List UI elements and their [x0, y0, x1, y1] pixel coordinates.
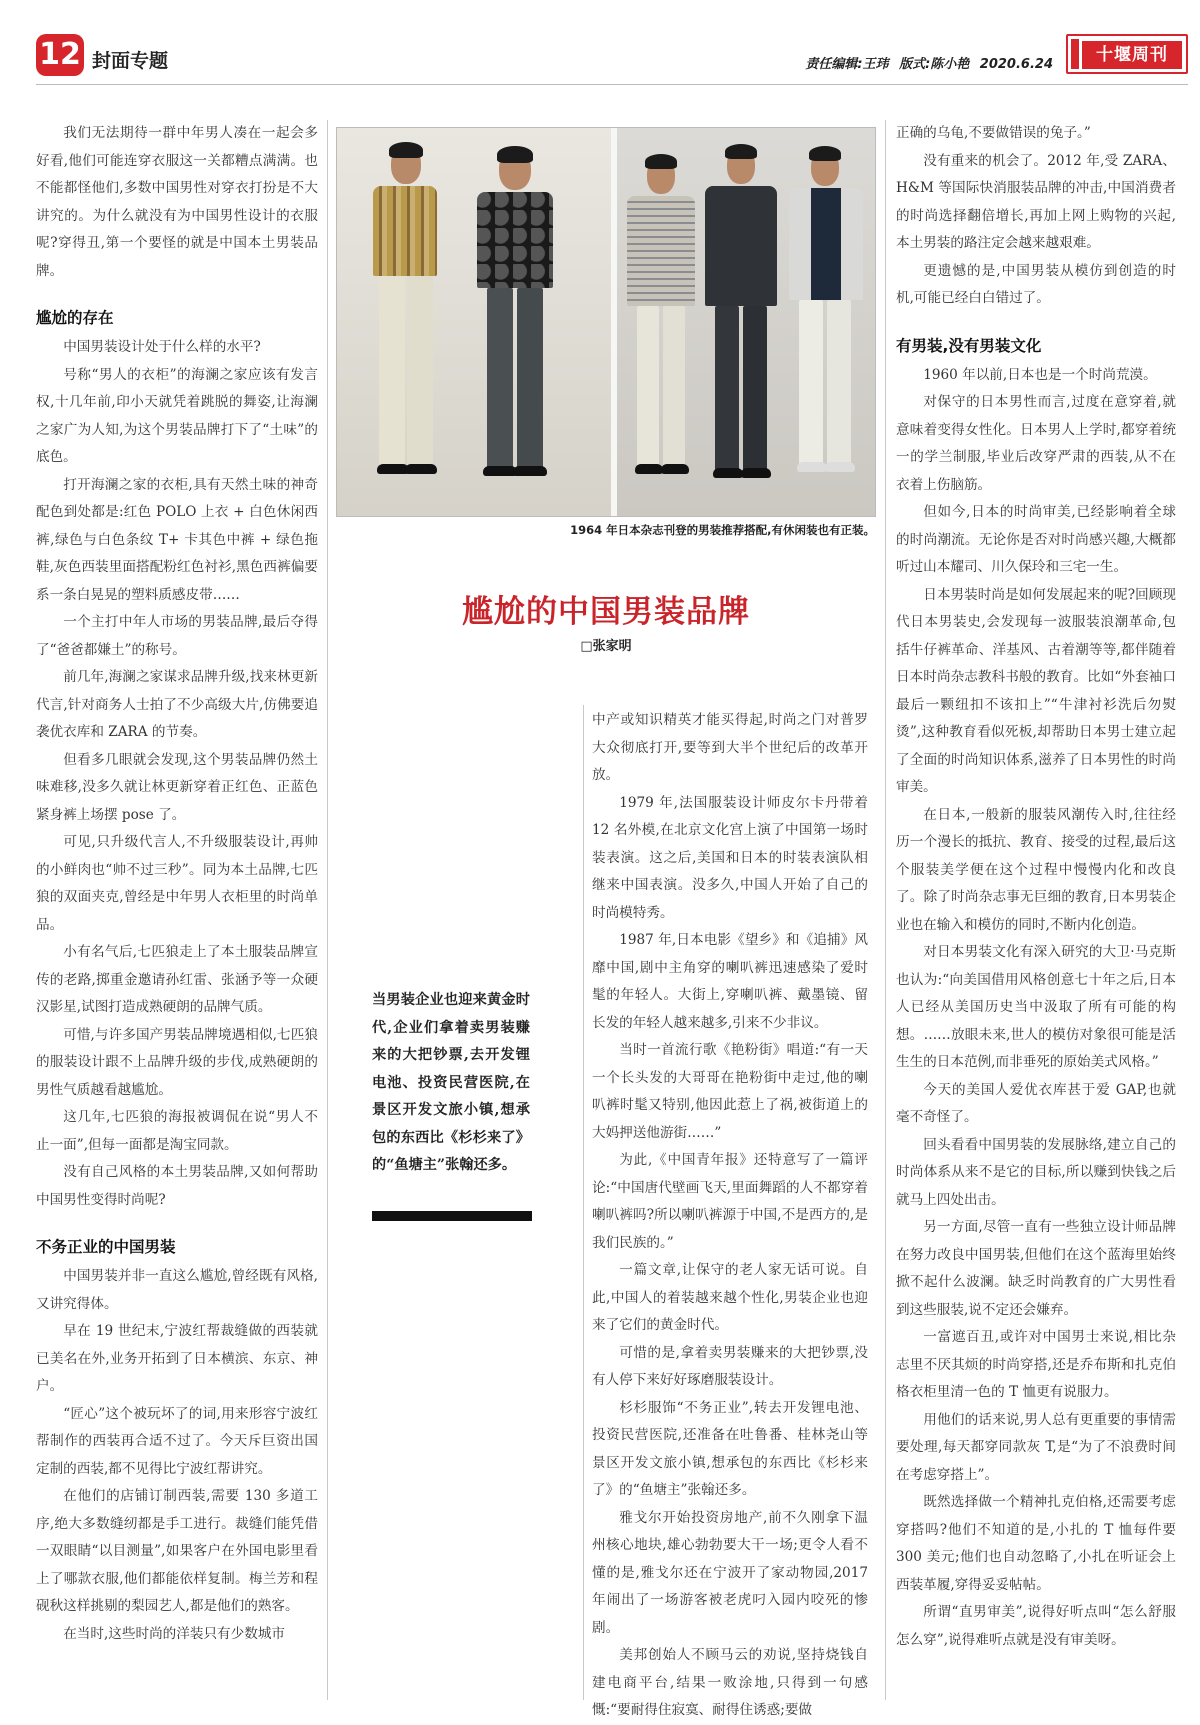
column-divider [583, 705, 584, 1700]
paragraph: 对保守的日本男性而言,过度在意穿着,就意味着变得女性化。日本男人上学时,都穿着统一的学兰制服,毕业后改穿严肃的西装,从不在衣着上伤脑筋。 [896, 394, 1176, 493]
paragraph: 雅戈尔开始投资房地产,前不久刚拿下温州核心地块,雄心勃勃要大干一场;更令人看不懂的是,雅戈尔还在宁波开了家动物园,2017 年闹出了一场游客被老虎叼入园内咬死的惨剧。 [592, 1509, 868, 1636]
paragraph: 一个主打中年人市场的男装品牌,最后夺得了“爸爸都嫌土”的称号。 [36, 614, 318, 658]
paragraph: 用他们的话来说,男人总有更重要的事情需要处理,每天都穿同款灰 T,是“为了不浪费时间在考虑穿搭上”。 [896, 1411, 1176, 1483]
paragraph: 当时一首流行歌《艳粉街》唱道:“有一天一个长头发的大哥哥在艳粉街中走过,他的喇叭裤时髦又特别,他因此惹上了祸,被街道上的大妈押送他游街……” [592, 1042, 868, 1141]
subheading: 有男装,没有男装文化 [896, 336, 1042, 355]
paragraph: 回头看看中国男装的发展脉络,建立自己的时尚体系从来不是它的目标,所以赚到快钱之后就马上四处出击。 [896, 1136, 1176, 1208]
paragraph: 一篇文章,让保守的老人家无话可说。自此,中国人的着装越来越个性化,男装企业也迎来了它们的黄金时代。 [592, 1262, 868, 1333]
article-title: 尴尬的中国男装品牌 [462, 594, 750, 630]
paragraph: 没有重来的机会了。2012 年,受 ZARA、H&M 等国际快消服装品牌的冲击,中国消费者的时尚选择翻倍增长,再加上网上购物的兴起,本土男装的路注定会越来越艰难。 [896, 152, 1176, 251]
subheading: 不务正业的中国男装 [36, 1238, 176, 1256]
paragraph: 既然选择做一个精神扎克伯格,还需要考虑穿搭吗?他们不知道的是,小扎的 T 恤每件要 300 美元;他们也自动忽略了,小扎在听证会上西装革履,穿得妥妥帖帖。 [896, 1494, 1176, 1593]
column-3 [592, 707, 868, 1725]
section-title: 封面专题 [92, 50, 169, 72]
paragraph: 但看多几眼就会发现,这个男装品牌仍然土味难移,没多久就让林更新穿着正红色、正蓝色紧身裤上场摆 pose 了。 [36, 751, 318, 823]
paragraph: 1979 年,法国服装设计师皮尔卡丹带着 12 名外模,在北京文化宫上演了中国第一场时装表演。这之后,美国和日本的时装表演队相继来中国表演。没多久,中国人开始了自己的时尚模特秀。 [592, 794, 868, 921]
paragraph: 可见,只升级代言人,不升级服装设计,再帅的小鲜肉也“帅不过三秒”。同为本土品牌,七匹狼的双面夹克,曾经是中年男人衣柜里的时尚单品。 [36, 834, 318, 933]
paragraph: 1960 年以前,日本也是一个时尚荒漠。 [923, 366, 1157, 383]
model-figure [695, 128, 785, 517]
paragraph: 打开海澜之家的衣柜,具有天然土味的神奇配色到处都是:红色 POLO 上衣 + 白色休闲西裤,绿色与白色条纹 T+ 卡其色中裤 + 绿色拖鞋,灰色西装里面搭配粉红色衬衫,黑色西裤偏要系一条白晃晃的塑料质感皮带…… [36, 476, 318, 603]
column-4 [896, 120, 1176, 1654]
paragraph: 可惜,与许多国产男装品牌境遇相似,七匹狼的服装设计跟不上品牌升级的步伐,成熟硬朗的男性气质越看越尴尬。 [36, 1026, 318, 1098]
paragraph: 1987 年,日本电影《望乡》和《追捕》风靡中国,剧中主角穿的喇叭裤迅速感染了爱时髦的年轻人。大街上,穿喇叭裤、戴墨镜、留长发的年轻人越来越多,引来不少非议。 [592, 932, 868, 1031]
paragraph: 我们无法期待一群中年男人凑在一起会多好看,他们可能连穿衣服这一关都糟点满满。也不能都怪他们,多数中国男性对穿衣打扮是不大讲究的。为什么就没有为中国男性设计的衣服呢?穿得丑,第一个要怪的就是中国本土男装品牌。 [36, 125, 318, 279]
paragraph: 小有名气后,七匹狼走上了本土服装品牌宣传的老路,掷重金邀请孙红雷、张涵予等一众硬汉影星,试图打造成熟硬朗的品牌气质。 [36, 944, 318, 1015]
paragraph: 中国男装设计处于什么样的水平? [63, 339, 261, 355]
paragraph: 为此,《中国青年报》还特意写了一篇评论:“中国唐代壁画飞天,里面舞蹈的人不都穿着喇叭裤吗?所以喇叭裤源于中国,不是西方的,是我们民族的。” [592, 1152, 868, 1251]
paragraph: 对日本男装文化有深入研究的大卫·马克斯也认为:“向美国借用风格创意七十年之后,日本人已经从美国历史当中汲取了所有可能的构想。……放眼未来,世人的模仿对象很可能是活生生的日本范例,而非垂死的原始美式风格。” [896, 944, 1176, 1070]
model-figure [355, 128, 465, 517]
masthead-meta [799, 53, 1053, 72]
paragraph: 美邦创始人不顾马云的劝说,坚持烧钱自建电商平台,结果一败涂地,只得到一句感慨:“要耐得住寂寞、耐得住诱惑;要做 [592, 1647, 868, 1718]
brand-logo [1066, 34, 1188, 74]
paragraph: 正确的乌龟,不要做错误的兔子。” [896, 125, 1091, 141]
brand-name: 十堰周刊 [1082, 41, 1182, 69]
paragraph: 今天的美国人爱优衣库甚于爱 GAP,也就毫不奇怪了。 [896, 1081, 1176, 1125]
header-rule [36, 84, 1188, 85]
brand-accent [1071, 39, 1079, 69]
model-figure [617, 128, 707, 517]
paragraph: 一富遮百丑,或许对中国男士来说,相比杂志里不厌其烦的时尚穿搭,还是乔布斯和扎克伯格衣柜里清一色的 T 恤更有说服力。 [896, 1329, 1176, 1400]
paragraph: 这几年,七匹狼的海报被调侃在说“男人不止一面”,但每一面都是淘宝同款。 [36, 1109, 318, 1153]
photo-left-panel [337, 128, 611, 516]
pull-quote: 当男装企业也迎来黄金时代,企业们拿着卖男装赚来的大把钞票,去开发锂电池、投资民营医院,在景区开发文旅小镇,想承包的东西比《杉杉来了》的“鱼塘主”张翰还多。 [372, 992, 530, 1173]
paragraph: 所谓“直男审美”,说得好听点叫“怎么舒服怎么穿”,说得难听点就是没有审美呀。 [896, 1604, 1176, 1648]
column-1 [36, 120, 318, 1648]
paragraph: 中产或知识精英才能买得起,时尚之门对普罗大众彻底打开,要等到大半个世纪后的改革开放。 [592, 712, 868, 783]
subheading: 尴尬的存在 [36, 309, 114, 327]
paragraph: 日本男装时尚是如何发展起来的呢?回顾现代日本男装史,会发现每一波服装浪潮革命,包括牛仔裤革命、洋基风、古着潮等等,都伴随着日本时尚杂志教科书般的教育。比如“外套袖口最后一颗纽扣不该扣上”“牛津衬衫洗后勿熨烫”,这种教育看似死板,却帮助日本男士建立起了全面的时尚知识体系,滋养了日本男性的时尚审美。 [896, 586, 1176, 795]
vintage-fashion-photo [336, 127, 876, 517]
pull-quote-bar [372, 1211, 532, 1221]
model-figure [455, 128, 575, 517]
paragraph: “匠心”这个被玩坏了的词,用来形容宁波红帮制作的西装再合适不过了。今天斥巨资出国定制的西装,都不见得比宁波红帮讲究。 [36, 1405, 318, 1477]
paragraph: 没有自己风格的本土男装品牌,又如何帮助中国男性变得时尚呢? [36, 1164, 318, 1208]
layout-credit: 版式:陈小艳 [899, 57, 970, 72]
paragraph: 早在 19 世纪末,宁波红帮裁缝做的西装就已美名在外,业务开拓到了日本横滨、东京、神户。 [36, 1323, 318, 1394]
model-figure [777, 128, 876, 517]
editor-credit: 责任编辑:王玮 [805, 57, 889, 72]
paragraph: 可惜的是,拿着卖男装赚来的大把钞票,没有人停下来好好琢磨服装设计。 [592, 1344, 868, 1388]
paragraph: 中国男装并非一直这么尴尬,曾经既有风格,又讲究得体。 [36, 1268, 318, 1312]
column-divider [885, 120, 886, 1700]
photo-caption: 1964 年日本杂志刊登的男装推荐搭配,有休闲装也有正装。 [570, 523, 875, 537]
paragraph: 在他们的店铺订制西装,需要 130 多道工序,绝大多数缝纫都是手工进行。裁缝们能凭借一双眼睛“以目测量”,如果客户在外国电影里看上了哪款衣服,他们都能依样复制。梅兰芳和程砚秋这样挑剔的梨园艺人,都是他们的熟客。 [36, 1488, 318, 1614]
paragraph: 另一方面,尽管一直有一些独立设计师品牌在努力改良中国男装,但他们在这个蓝海里始终掀不起什么波澜。缺乏时尚教育的广大男性看到这些服装,说不定还会嫌弃。 [896, 1219, 1176, 1318]
column-divider [327, 120, 328, 1700]
paragraph: 号称“男人的衣柜”的海澜之家应该有发言权,十几年前,印小天就凭着跳脱的舞姿,让海澜之家广为人知,为这个男装品牌打下了“土味”的底色。 [36, 366, 318, 465]
page-header [0, 0, 1200, 85]
paragraph: 杉杉服饰“不务正业”,转去开发锂电池、投资民营医院,还准备在吐鲁番、桂林尧山等景区开发文旅小镇,想承包的东西比《杉杉来了》的“鱼塘主”张翰还多。 [592, 1399, 868, 1498]
photo-right-panel [617, 128, 876, 516]
article-author: □张家明 [580, 639, 632, 654]
paragraph: 但如今,日本的时尚审美,已经影响着全球的时尚潮流。无论你是否对时尚感兴趣,大概都听过山本耀司、川久保玲和三宅一生。 [896, 504, 1176, 575]
paragraph: 在当时,这些时尚的洋装只有少数城市 [63, 1625, 286, 1642]
page-number: 12 [36, 34, 84, 76]
paragraph: 更遗憾的是,中国男装从模仿到创造的时机,可能已经白白错过了。 [896, 262, 1176, 306]
paragraph: 在日本,一般新的服装风潮传入时,往往经历一个漫长的抵抗、教育、接受的过程,最后这个服装美学便在这个过程中慢慢内化和改良了。除了时尚杂志事无巨细的教育,日本男装企业也在输入和模仿的同时,不断内化创造。 [896, 806, 1176, 933]
issue-date: 2020.6.24 [979, 57, 1053, 72]
paragraph: 前几年,海澜之家谋求品牌升级,找来林更新代言,针对商务人士拍了不少高级大片,仿佛要追袭优衣库和 ZARA 的节奏。 [36, 669, 318, 740]
